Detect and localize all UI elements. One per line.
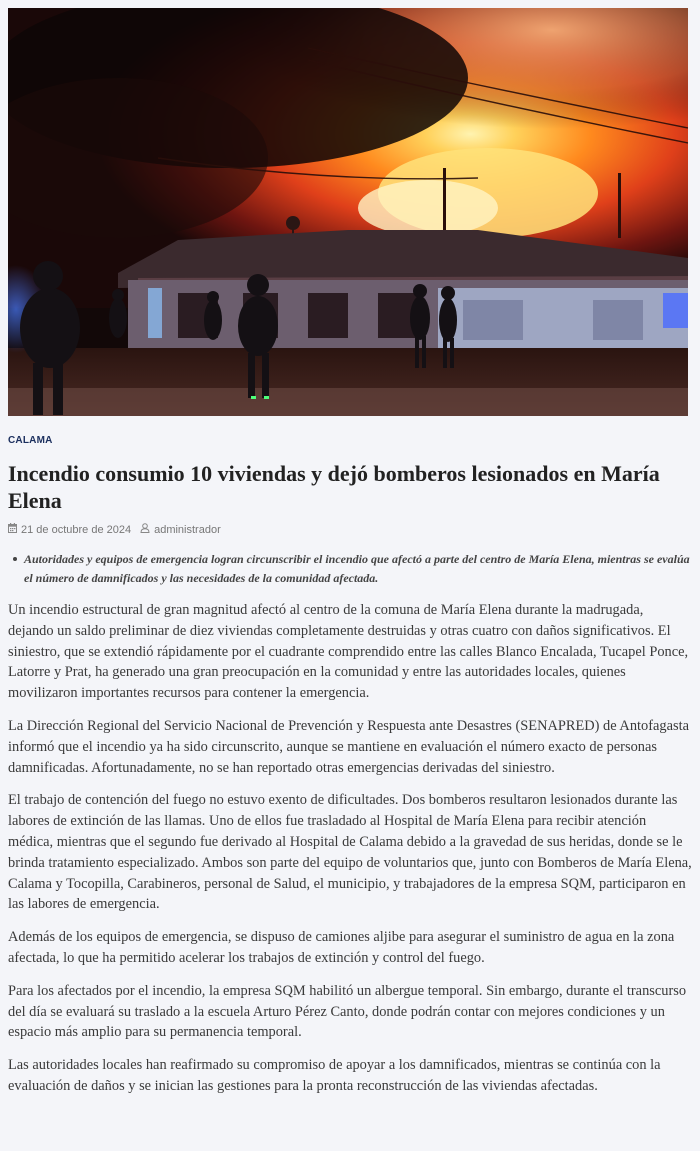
body-paragraph: El trabajo de contención del fuego no estuvo exento de dificultades. Dos bomberos resultaron lesionados durante las labores de extinción de las llamas. Uno de ellos fue trasladado al Hospital de María Elena para recibir atención médica, mientras que el segundo fue derivado al Hospital de Calama debido a la gravedad de sus heridas, donde se le brinda tratamiento especializado. Ambos son parte del equipo de voluntarios que, junto con Bomberos de María Elena, Calama y Tocopilla, Carabineros, personal de Salud, el municipio, y trabajadores de la empresa SQM, participaron en las labores de emergencia. [8,792,692,913]
article-meta [8,523,221,536]
article-summary [8,550,692,588]
body-paragraph: Un incendio estructural de gran magnitud afectó al centro de la comuna de María Elena durante la madrugada, dejando un saldo preliminar de diez viviendas completamente destruidas y otras cuatro con daños significativos. El siniestro, que se extendió rápidamente por el cuadrante comprendido entre las calles Blanco Encalada, Tucapel Ponce, Latorre y Prat, ha generado una gran preocupación en la comunidad y entre las autoridades locales, quienes movilizaron importantes recursos para contener la emergencia. [8,602,689,702]
body-paragraph: Además de los equipos de emergencia, se dispuso de camiones aljibe para asegurar el suministro de agua en la zona afectada, lo que ha permitido acelerar los trabajos de extinción y control del fuego. [8,929,675,966]
article-author[interactable]: administrador [154,523,221,536]
fire-scene-illustration [8,8,688,416]
body-paragraph: Para los afectados por el incendio, la empresa SQM habilitó un albergue temporal. Sin embargo, durante el transcurso del día se evaluará su traslado a la escuela Arturo Pérez Canto, donde podrán contar con mejores condiciones y un espacio más amplio para su permanencia temporal. [8,982,687,1041]
article-body [8,600,692,1109]
hero-image [8,8,688,416]
article-date: 21 de octubre de 2024 [21,523,132,536]
summary-text: Autoridades y equipos de emergencia logran circunscribir el incendio que afectó a parte del centro de María Elena, mientras se evalúa el número de damnificados y las necesidades de la comunidad afectada. [24,552,690,585]
article-title: Incendio consumio 10 viviendas y dejó bomberos lesionados en María Elena [8,461,660,513]
bullet-icon [13,557,17,561]
summary-item [8,550,692,588]
body-paragraph: La Dirección Regional del Servicio Nacional de Prevención y Respuesta ante Desastres (SENAPRED) de Antofagasta informó que el incendio ya ha sido circunscrito, aunque se mantiene en evaluación el número exacto de personas damnificadas. Afortunadamente, no se han reportado otras emergencias derivadas del siniestro. [8,717,689,776]
body-paragraph: Las autoridades locales han reafirmado su compromiso de apoyar a los damnificados, mientras se continúa con la evaluación de daños y se inician las gestiones para la pronta reconstrucción de las viviendas afectadas. [8,1057,661,1094]
category-link[interactable]: CALAMA [8,435,53,446]
user-icon [140,523,150,536]
calendar-icon [8,523,17,536]
